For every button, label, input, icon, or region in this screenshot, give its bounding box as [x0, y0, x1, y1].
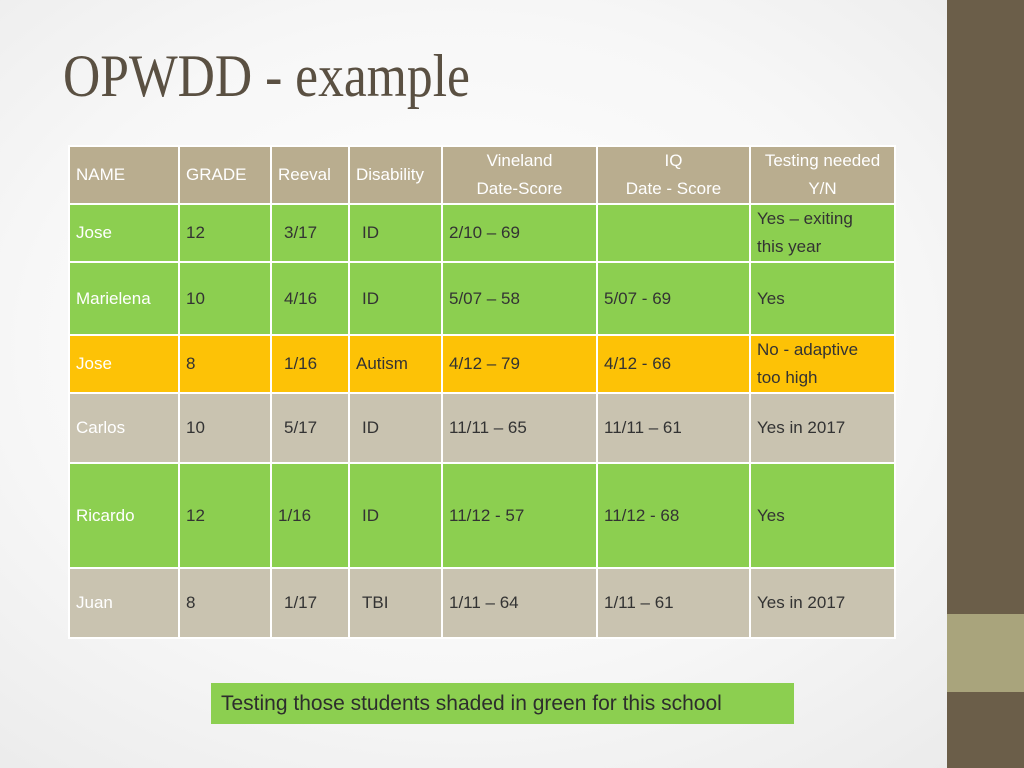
cell-vineland: 11/11 – 65: [442, 393, 597, 463]
student-table: [68, 145, 896, 639]
cell-iq: 11/12 - 68: [597, 463, 750, 568]
cell-disability: ID: [349, 204, 442, 262]
cell-vineland: 4/12 – 79: [442, 335, 597, 393]
cell-vineland: 11/12 - 57: [442, 463, 597, 568]
cell-testing: [750, 204, 895, 262]
cell-iq: 5/07 - 69: [597, 262, 750, 335]
cell-testing-line1: Yes – exiting: [757, 209, 853, 228]
cell-disability: ID: [349, 463, 442, 568]
cell-disability: TBI: [349, 568, 442, 638]
header-vineland-line1: Vineland: [486, 151, 553, 170]
sidebar-accent-block: [947, 614, 1024, 692]
sidebar-accent-bottom: [947, 692, 1024, 768]
cell-disability: ID: [349, 393, 442, 463]
cell-reeval: 1/17: [271, 568, 349, 638]
cell-name: Ricardo: [69, 463, 179, 568]
header-testing-line2: Y/N: [808, 179, 837, 198]
cell-name: Jose: [69, 335, 179, 393]
cell-vineland: 1/11 – 64: [442, 568, 597, 638]
cell-iq: [597, 204, 750, 262]
header-iq: [597, 146, 750, 204]
header-iq-line1: IQ: [664, 151, 683, 170]
cell-grade: 10: [179, 393, 271, 463]
table-row: [69, 335, 895, 393]
header-reeval: Reeval: [271, 146, 349, 204]
cell-reeval: 4/16: [271, 262, 349, 335]
cell-grade: 10: [179, 262, 271, 335]
table-row: [69, 568, 895, 638]
cell-name: Carlos: [69, 393, 179, 463]
header-testing-line1: Testing needed: [764, 151, 881, 170]
cell-disability: Autism: [349, 335, 442, 393]
cell-grade: 12: [179, 463, 271, 568]
header-grade: GRADE: [179, 146, 271, 204]
cell-iq: 4/12 - 66: [597, 335, 750, 393]
cell-testing-line1: No - adaptive: [757, 340, 859, 359]
cell-reeval: 3/17: [271, 204, 349, 262]
slide-title: OPWDD - example: [63, 43, 470, 109]
table-row: [69, 393, 895, 463]
cell-testing: Yes in 2017: [750, 568, 895, 638]
cell-testing-line2: too high: [757, 368, 818, 387]
caption-note: Testing those students shaded in green for this school: [211, 683, 794, 724]
cell-testing: Yes: [750, 463, 895, 568]
cell-grade: 8: [179, 335, 271, 393]
cell-iq: 11/11 – 61: [597, 393, 750, 463]
header-testing: [750, 146, 895, 204]
cell-vineland: 2/10 – 69: [442, 204, 597, 262]
header-disability: Disability: [349, 146, 442, 204]
header-vineland: [442, 146, 597, 204]
cell-testing: Yes in 2017: [750, 393, 895, 463]
cell-name: Marielena: [69, 262, 179, 335]
cell-name: Juan: [69, 568, 179, 638]
header-name: NAME: [69, 146, 179, 204]
cell-iq: 1/11 – 61: [597, 568, 750, 638]
cell-testing-line2: this year: [757, 237, 822, 256]
cell-testing: Yes: [750, 262, 895, 335]
cell-grade: 12: [179, 204, 271, 262]
cell-reeval: 1/16: [271, 335, 349, 393]
cell-testing: [750, 335, 895, 393]
cell-reeval: 1/16: [271, 463, 349, 568]
header-vineland-line2: Date-Score: [476, 179, 563, 198]
cell-name: Jose: [69, 204, 179, 262]
cell-disability: ID: [349, 262, 442, 335]
cell-vineland: 5/07 – 58: [442, 262, 597, 335]
table-row: [69, 463, 895, 568]
sidebar-accent-bar: [947, 0, 1024, 614]
table-row: [69, 262, 895, 335]
header-iq-line2: Date - Score: [625, 179, 722, 198]
cell-grade: 8: [179, 568, 271, 638]
cell-reeval: 5/17: [271, 393, 349, 463]
table-row: [69, 204, 895, 262]
table-header-row: [69, 146, 895, 204]
